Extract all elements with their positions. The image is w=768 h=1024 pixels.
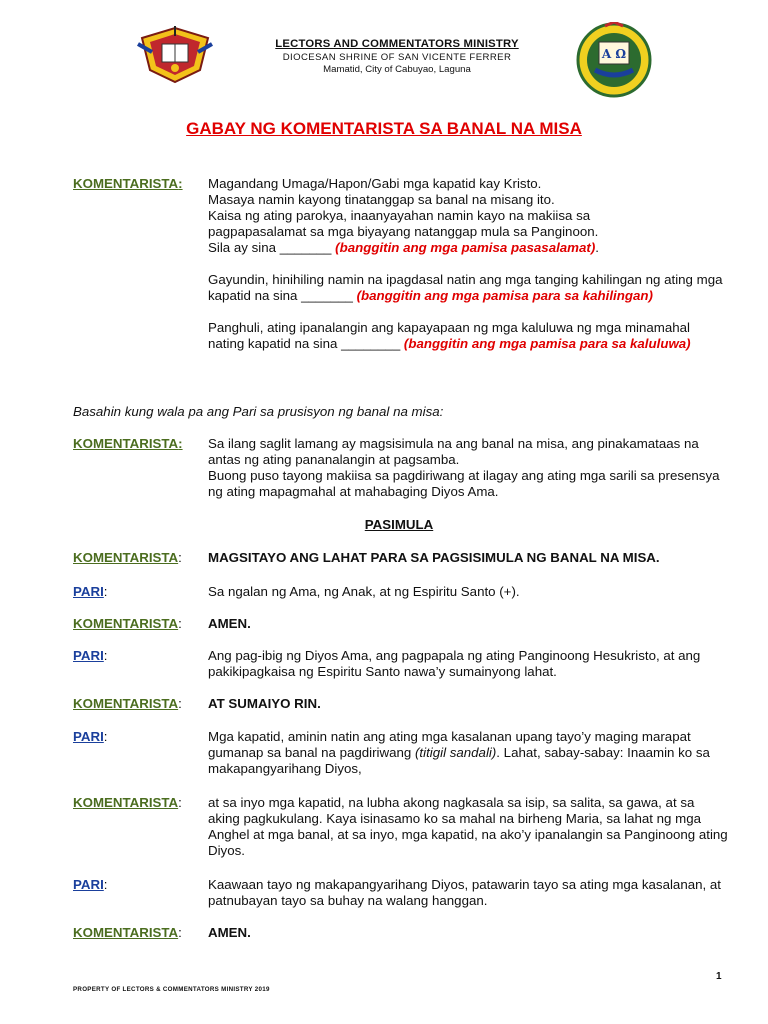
footer-text: PROPERTY OF LECTORS & COMMENTATORS MINISTRY 2019	[73, 986, 270, 993]
script-text: Ang pag-ibig ng Diyos Ama, ang pagpapala ng ating Panginoong Hesukristo, at ang pakikipagkaisa ng Espiritu Santo nawa’y sumainyong lahat.	[208, 648, 701, 679]
script-text: at sa inyo mga kapatid, na lubha akong nagkasala sa isip, sa salita, sa gawa, at sa aking pagkukulang. Kaya isinasamo ko sa mahal na birheng Maria, sa lahat ng mga Anghel at mga banal, at sa inyo, mga kapatid, na ako’y ipanalangin sa Panginoong ating Diyos.	[208, 795, 728, 858]
alpha-omega-seal-icon	[575, 22, 653, 98]
script-text: Sa ngalan ng Ama, ng Anak, at ng Espiritu Santo (+).	[208, 584, 520, 599]
speaker-label: PARI:	[73, 729, 108, 744]
ministry-crest-icon	[134, 24, 216, 86]
speaker-label: KOMENTARISTA:	[73, 795, 182, 810]
speaker-label: KOMENTARISTA:	[73, 176, 183, 191]
instruction-text: (banggitin ang mga pamisa para sa kaluluwa)	[403, 336, 691, 351]
script-text: Magandang Umaga/Hapon/Gabi mga kapatid kay Kristo. Masaya namin kayong tinatanggap sa banal na misang ito. Kaisa ng ating parokya, inaanyayahan namin kayo na makiisa sa pagpapasalamat sa mga biyayang natanggap mula sa Panginoon. Sila ay sina _______ (banggitin ang mga pamisa pasasalamat). Gayundin, hinihiling namin na ipagdasal natin ang mga tanging kahilingan ng ating mga kapatid na sina _______ (banggitin ang mga pamisa para sa kahilingan) Panghuli, ating ipanalangin ang kapayapaan ng mga kaluluwa ng mga minamahal nating kapatid na sina ________ (banggitin ang mga pamisa para sa kaluluwa)	[208, 176, 723, 351]
rubric-note: Basahin kung wala pa ang Pari sa prusisyon ng banal na misa:	[73, 404, 444, 419]
speaker-label: KOMENTARISTA:	[73, 436, 183, 451]
svg-text:A Ω: A Ω	[601, 47, 627, 61]
document-header	[222, 36, 572, 76]
script-text: Sa ilang saglit lamang ay magsisimula na ang banal na misa, ang pinakamataas na antas ng ating pananalangin at pagsamba. Buong puso tayong makiisa sa pagdiriwang at ilagay ang ating mga sarili sa presensya ng ating mapagmahal at mahabaging Diyos Ama.	[208, 436, 720, 499]
location: Mamatid, City of Cabuyao, Laguna	[323, 64, 471, 75]
speaker-label: PARI:	[73, 877, 108, 892]
shrine-name: DIOCESAN SHRINE OF SAN VICENTE FERRER	[282, 52, 512, 63]
speaker-label: KOMENTARISTA:	[73, 696, 182, 711]
instruction-text: (banggitin ang mga pamisa pasasalamat)	[335, 240, 596, 255]
script-text: MAGSITAYO ANG LAHAT PARA SA PAGSISIMULA NG BANAL NA MISA.	[208, 550, 660, 565]
script-text: Kaawaan tayo ng makapangyarihang Diyos, patawarin tayo sa ating mga kasalanan, at patnubayan tayo sa buhay na walang hanggan.	[208, 877, 721, 908]
speaker-label: KOMENTARISTA:	[73, 925, 182, 940]
page-number: 1	[716, 971, 722, 982]
script-text: AT SUMAIYO RIN.	[208, 696, 321, 711]
speaker-label: KOMENTARISTA:	[73, 616, 182, 631]
speaker-label: PARI:	[73, 584, 108, 599]
speaker-label: KOMENTARISTA:	[73, 550, 182, 565]
instruction-text: (banggitin ang mga pamisa para sa kahilingan)	[356, 288, 653, 303]
page-title: GABAY NG KOMENTARISTA SA BANAL NA MISA	[186, 119, 582, 138]
script-text: AMEN.	[208, 925, 251, 940]
section-heading: PASIMULA	[364, 517, 434, 532]
organization-name: LECTORS AND COMMENTATORS MINISTRY	[275, 38, 519, 50]
script-text: Mga kapatid, aminin natin ang ating mga kasalanan upang tayo’y maging marapat gumanap sa banal na pagdiriwang (titigil sandali). Lahat, sabay-sabay: Inaamin ko sa makapangyarihang Diyos,	[208, 729, 710, 776]
script-text: AMEN.	[208, 616, 251, 631]
speaker-label: PARI:	[73, 648, 108, 663]
